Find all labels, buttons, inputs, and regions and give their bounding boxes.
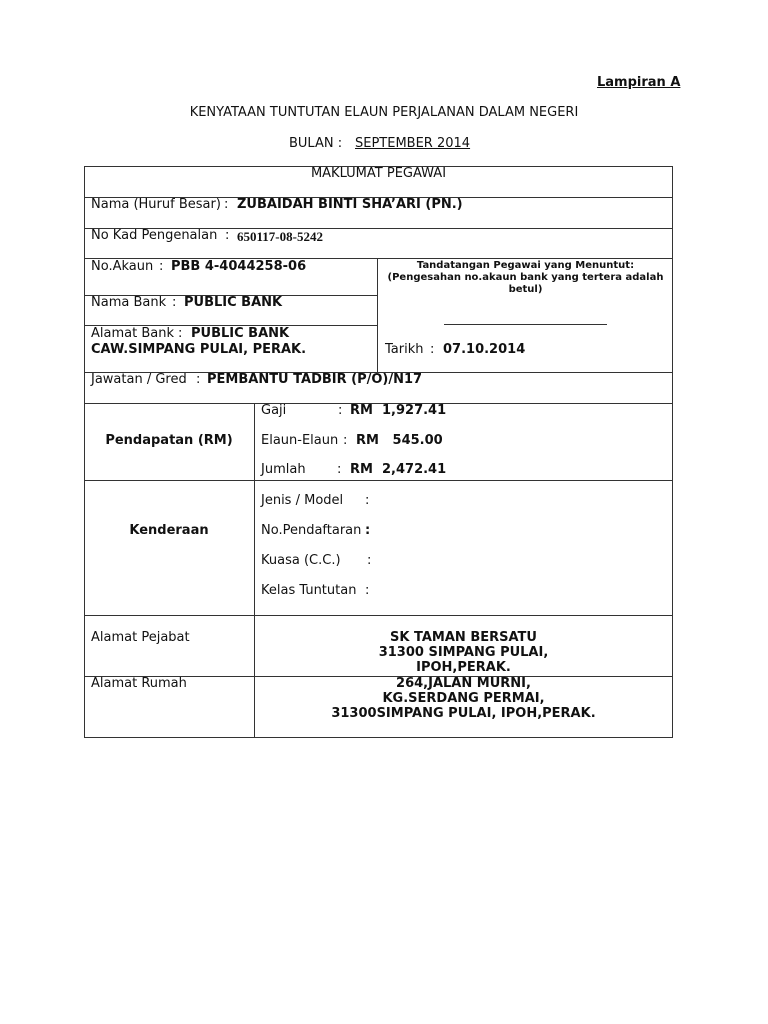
vehicle-type-label: Jenis / Model [261, 493, 344, 508]
bank-separator: : [172, 295, 177, 310]
account-value: PBB 4-4044258-06 [171, 259, 307, 274]
name-value: ZUBAIDAH BINTI SHA’ARI (PN.) [237, 197, 463, 212]
total-label: Jumlah [261, 462, 306, 477]
ic-label: No Kad Pengenalan [91, 228, 218, 243]
office-address-line2: 31300 SIMPANG PULAI, [378, 645, 549, 660]
bank-address-line1: PUBLIC BANK [191, 326, 290, 341]
position-label: Jawatan / Gred [91, 372, 187, 387]
month-label: BULAN : [289, 136, 343, 151]
vehicle-reg-separator: : [365, 523, 371, 538]
home-address-line1: 264,JALAN MURNI, [396, 676, 531, 691]
salary-value: RM 1,927.41 [350, 403, 447, 418]
ic-separator: : [225, 228, 230, 243]
account-separator: : [159, 259, 164, 274]
vehicle-class-label: Kelas Tuntutan [261, 583, 357, 598]
allowance-separator: : [343, 433, 348, 448]
salary-separator: : [338, 403, 343, 418]
vehicle-power-separator: : [367, 553, 372, 568]
date-label: Tarikh [385, 342, 424, 357]
month-value: SEPTEMBER 2014 [355, 136, 471, 151]
bank-address-line2: CAW.SIMPANG PULAI, PERAK. [91, 342, 307, 357]
date-separator: : [430, 342, 435, 357]
home-address-line3: 31300SIMPANG PULAI, IPOH,PERAK. [331, 706, 596, 721]
name-label: Nama (Huruf Besar) [91, 197, 221, 212]
position-separator: : [196, 372, 201, 387]
salary-label: Gaji [261, 403, 287, 418]
signature-note-line2: betul) [508, 284, 543, 295]
office-address-line3: IPOH,PERAK. [416, 660, 511, 675]
home-address-label: Alamat Rumah [91, 676, 187, 691]
appendix-label: Lampiran A [597, 75, 681, 90]
bank-address-separator: : [178, 326, 183, 341]
signature-note-line1: (Pengesahan no.akaun bank yang tertera adalah [387, 272, 664, 283]
signature-line [444, 324, 607, 325]
home-address-line2: KG.SERDANG PERMAI, [382, 691, 545, 706]
date-value: 07.10.2014 [443, 342, 526, 357]
income-label: Pendapatan (RM) [105, 433, 233, 448]
office-address-label: Alamat Pejabat [91, 630, 190, 645]
vehicle-label: Kenderaan [129, 523, 209, 538]
ic-value: 650117-08-5242 [237, 229, 323, 244]
vehicle-reg-label: No.Pendaftaran [261, 523, 362, 538]
allowance-value: RM 545.00 [356, 433, 443, 448]
position-value: PEMBANTU TADBIR (P/O)/N17 [207, 372, 423, 387]
total-value: RM 2,472.41 [350, 462, 447, 477]
bank-value: PUBLIC BANK [184, 295, 283, 310]
name-separator: : [224, 197, 229, 212]
vehicle-type-separator: : [365, 493, 370, 508]
allowance-label: Elaun-Elaun [261, 433, 339, 448]
section-title: MAKLUMAT PEGAWAI [310, 166, 447, 181]
total-separator: : [337, 462, 342, 477]
office-address-line1: SK TAMAN BERSATU [390, 630, 537, 645]
bank-address-label: Alamat Bank [91, 326, 174, 341]
signature-title: Tandatangan Pegawai yang Menuntut: [416, 260, 635, 271]
vehicle-class-separator: : [365, 583, 370, 598]
bank-label: Nama Bank [91, 295, 167, 310]
form-title: KENYATAAN TUNTUTAN ELAUN PERJALANAN DALAM NEGERI [189, 105, 579, 120]
account-label: No.Akaun [91, 259, 154, 274]
vehicle-power-label: Kuasa (C.C.) [261, 553, 341, 568]
